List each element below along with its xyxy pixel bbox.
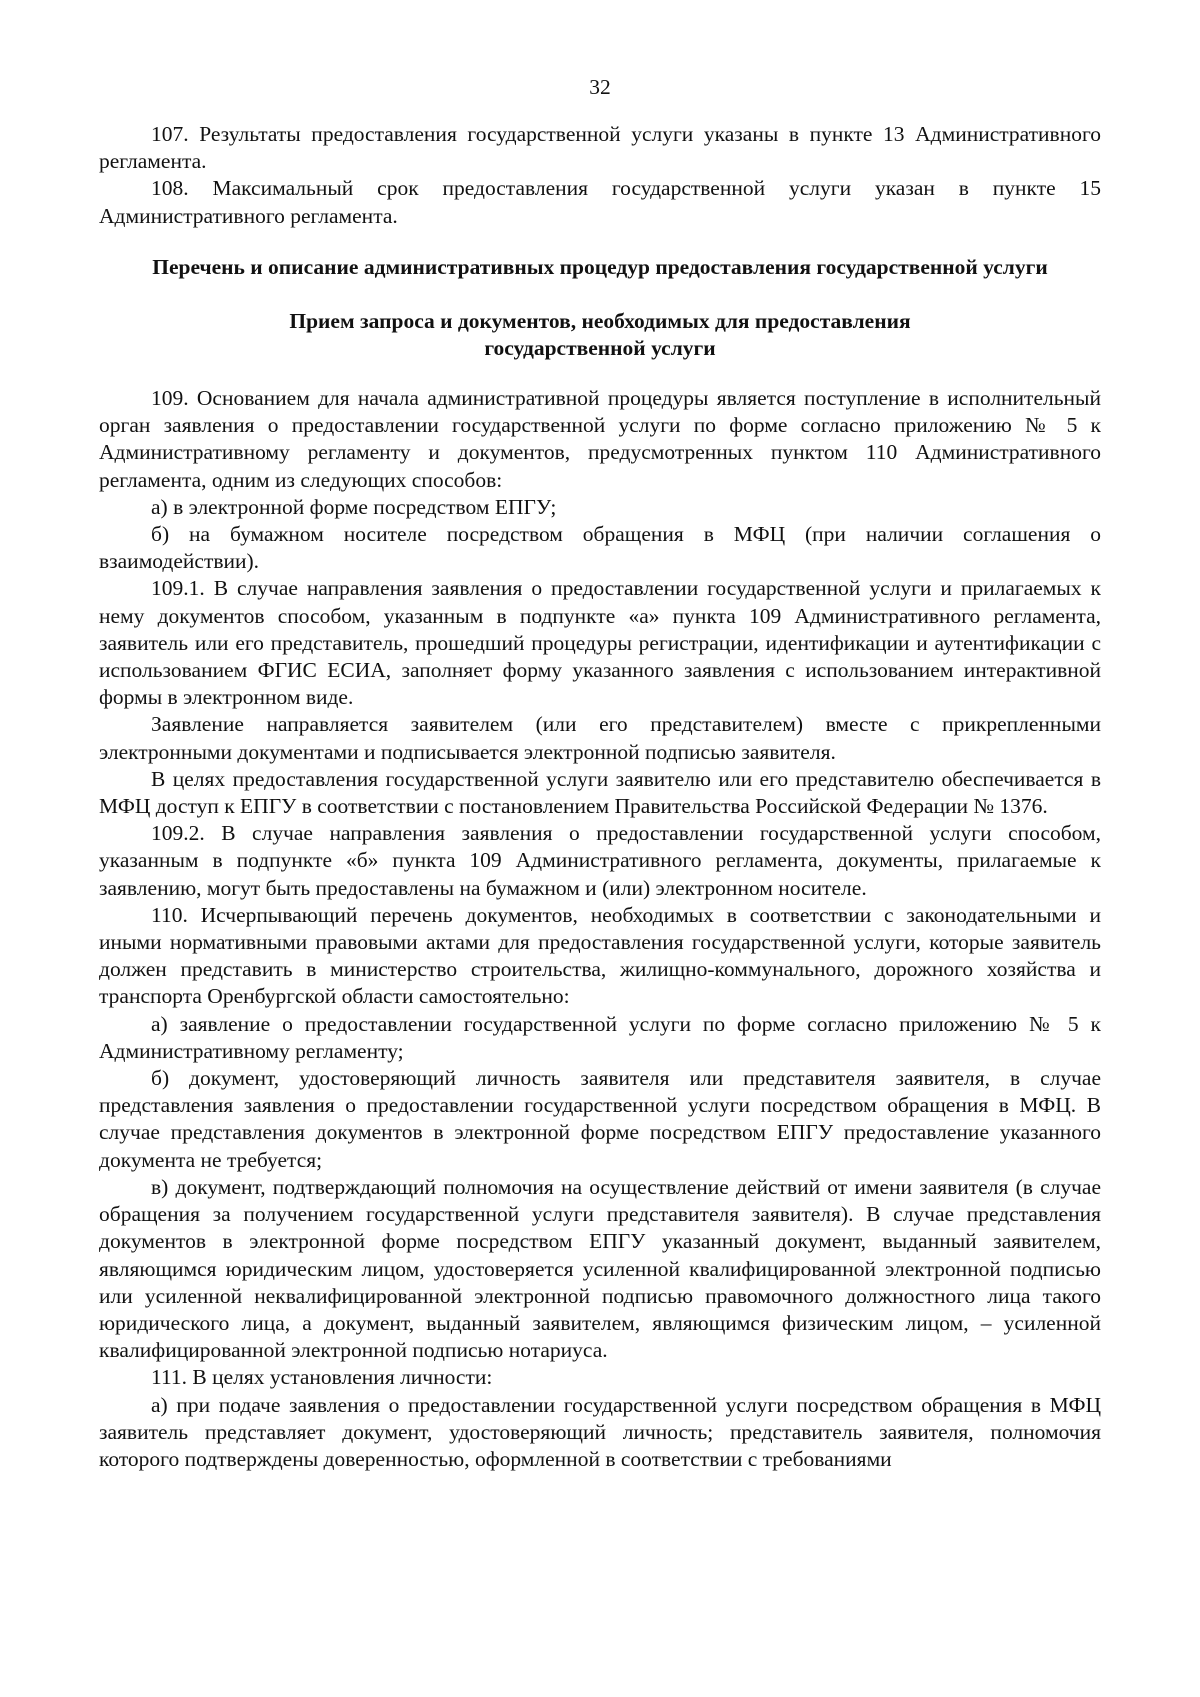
paragraph-epgu-access: В целях предоставления государственной услуги заявителю или его представителю обеспечивается в МФЦ доступ к ЕПГУ в соответствии с постановлением Правительства Российской Федерации № 1376. <box>99 766 1101 819</box>
paragraph-111: 111. В целях установления личности: <box>151 1365 493 1390</box>
paragraph-107: 107. Результаты предоставления государственной услуги указаны в пункте 13 Административного регламента. <box>99 122 1101 174</box>
paragraph-109-a: а) в электронной форме посредством ЕПГУ; <box>151 494 557 519</box>
page-number: 32 <box>589 75 611 99</box>
paragraph-111-a: а) при подаче заявления о предоставлении государственной услуги посредством обращения в МФЦ заявитель представляет документ, удостоверяющий личность; представитель заявителя, полномочия которого подтверждены доверенностью, оформленной в соответствии с требованиями <box>99 1392 1101 1471</box>
paragraph-109-2: 109.2. В случае направления заявления о предоставлении государственной услуги способом, указанным в подпункте «б» пункта 109 Административного регламента, документы, прилагаемые к заявлению, могут быть предоставлены на бумажном и (или) электронном носителе. <box>99 821 1101 900</box>
main-heading-block <box>99 254 1101 281</box>
paragraph-application-sending: Заявление направляется заявителем (или его представителем) вместе с прикрепленными электронными документами и подписывается электронной подписью заявителя. <box>99 712 1101 764</box>
paragraph-109: 109. Основанием для начала административной процедуры является поступление в исполнительный орган заявления о предоставлении государственной услуги по форме согласно приложению № 5 к Административному регламенту и документов, предусмотренных пунктом 110 Административного регламента, одним из следующих способов: <box>99 386 1101 492</box>
paragraph-108: 108. Максимальный срок предоставления государственной услуги указан в пункте 15 Административного регламента. <box>99 176 1101 228</box>
sub-heading-block <box>99 308 1101 362</box>
subsection-heading-line1: Прием запроса и документов, необходимых для предоставления <box>289 309 911 333</box>
section-heading: Перечень и описание административных процедур предоставления государственной услуги <box>152 255 1048 279</box>
paragraph-110-a: а) заявление о предоставлении государственной услуги по форме согласно приложению № 5 к Административному регламенту; <box>99 1011 1101 1063</box>
paragraph-110-v: в) документ, подтверждающий полномочия на осуществление действий от имени заявителя (в случае обращения за получением государственной услуги представителя заявителя). В случае представления документов в электронной форме посредством ЕПГУ указанный документ, выданный заявителем, являющимся юридическим лицом, удостоверяется усиленной квалифицированной электронной подписью или усиленной неквалифицированной электронной подписью правомочного должностного лица такого юридического лица, а документ, выданный заявителем, являющимся физическим лицом, – усиленной квалифицированной электронной подписью нотариуса. <box>99 1174 1101 1363</box>
paragraph-109-b: б) на бумажном носителе посредством обращения в МФЦ (при наличии соглашения о взаимодействии). <box>99 522 1101 574</box>
paragraph-110-b: б) документ, удостоверяющий личность заявителя или представителя заявителя, в случае представления заявления о предоставлении государственной услуги посредством обращения в МФЦ. В случае представления документов в электронной форме посредством ЕПГУ предоставление указанного документа не требуется; <box>99 1066 1101 1172</box>
body-text <box>99 385 1101 1473</box>
section-results <box>99 121 1101 230</box>
subsection-heading-line2: государственной услуги <box>484 336 716 361</box>
paragraph-110: 110. Исчерпывающий перечень документов, необходимых в соответствии с законодательными и иными нормативными правовыми актами для предоставления государственной услуги, которые заявитель должен представить в министерство строительства, жилищно-коммунального, дорожного хозяйства и транспорта Оренбургской области самостоятельно: <box>99 902 1101 1009</box>
paragraph-109-1: 109.1. В случае направления заявления о предоставлении государственной услуги и прилагаемых к нему документов способом, указанным в подпункте «а» пункта 109 Административного регламента, заявитель или его представитель, прошедший процедуры регистрации, идентификации и аутентификации с использованием ФГИС ЕСИА, заполняет форму указанного заявления с использованием интерактивной формы в электронном виде. <box>99 576 1101 710</box>
